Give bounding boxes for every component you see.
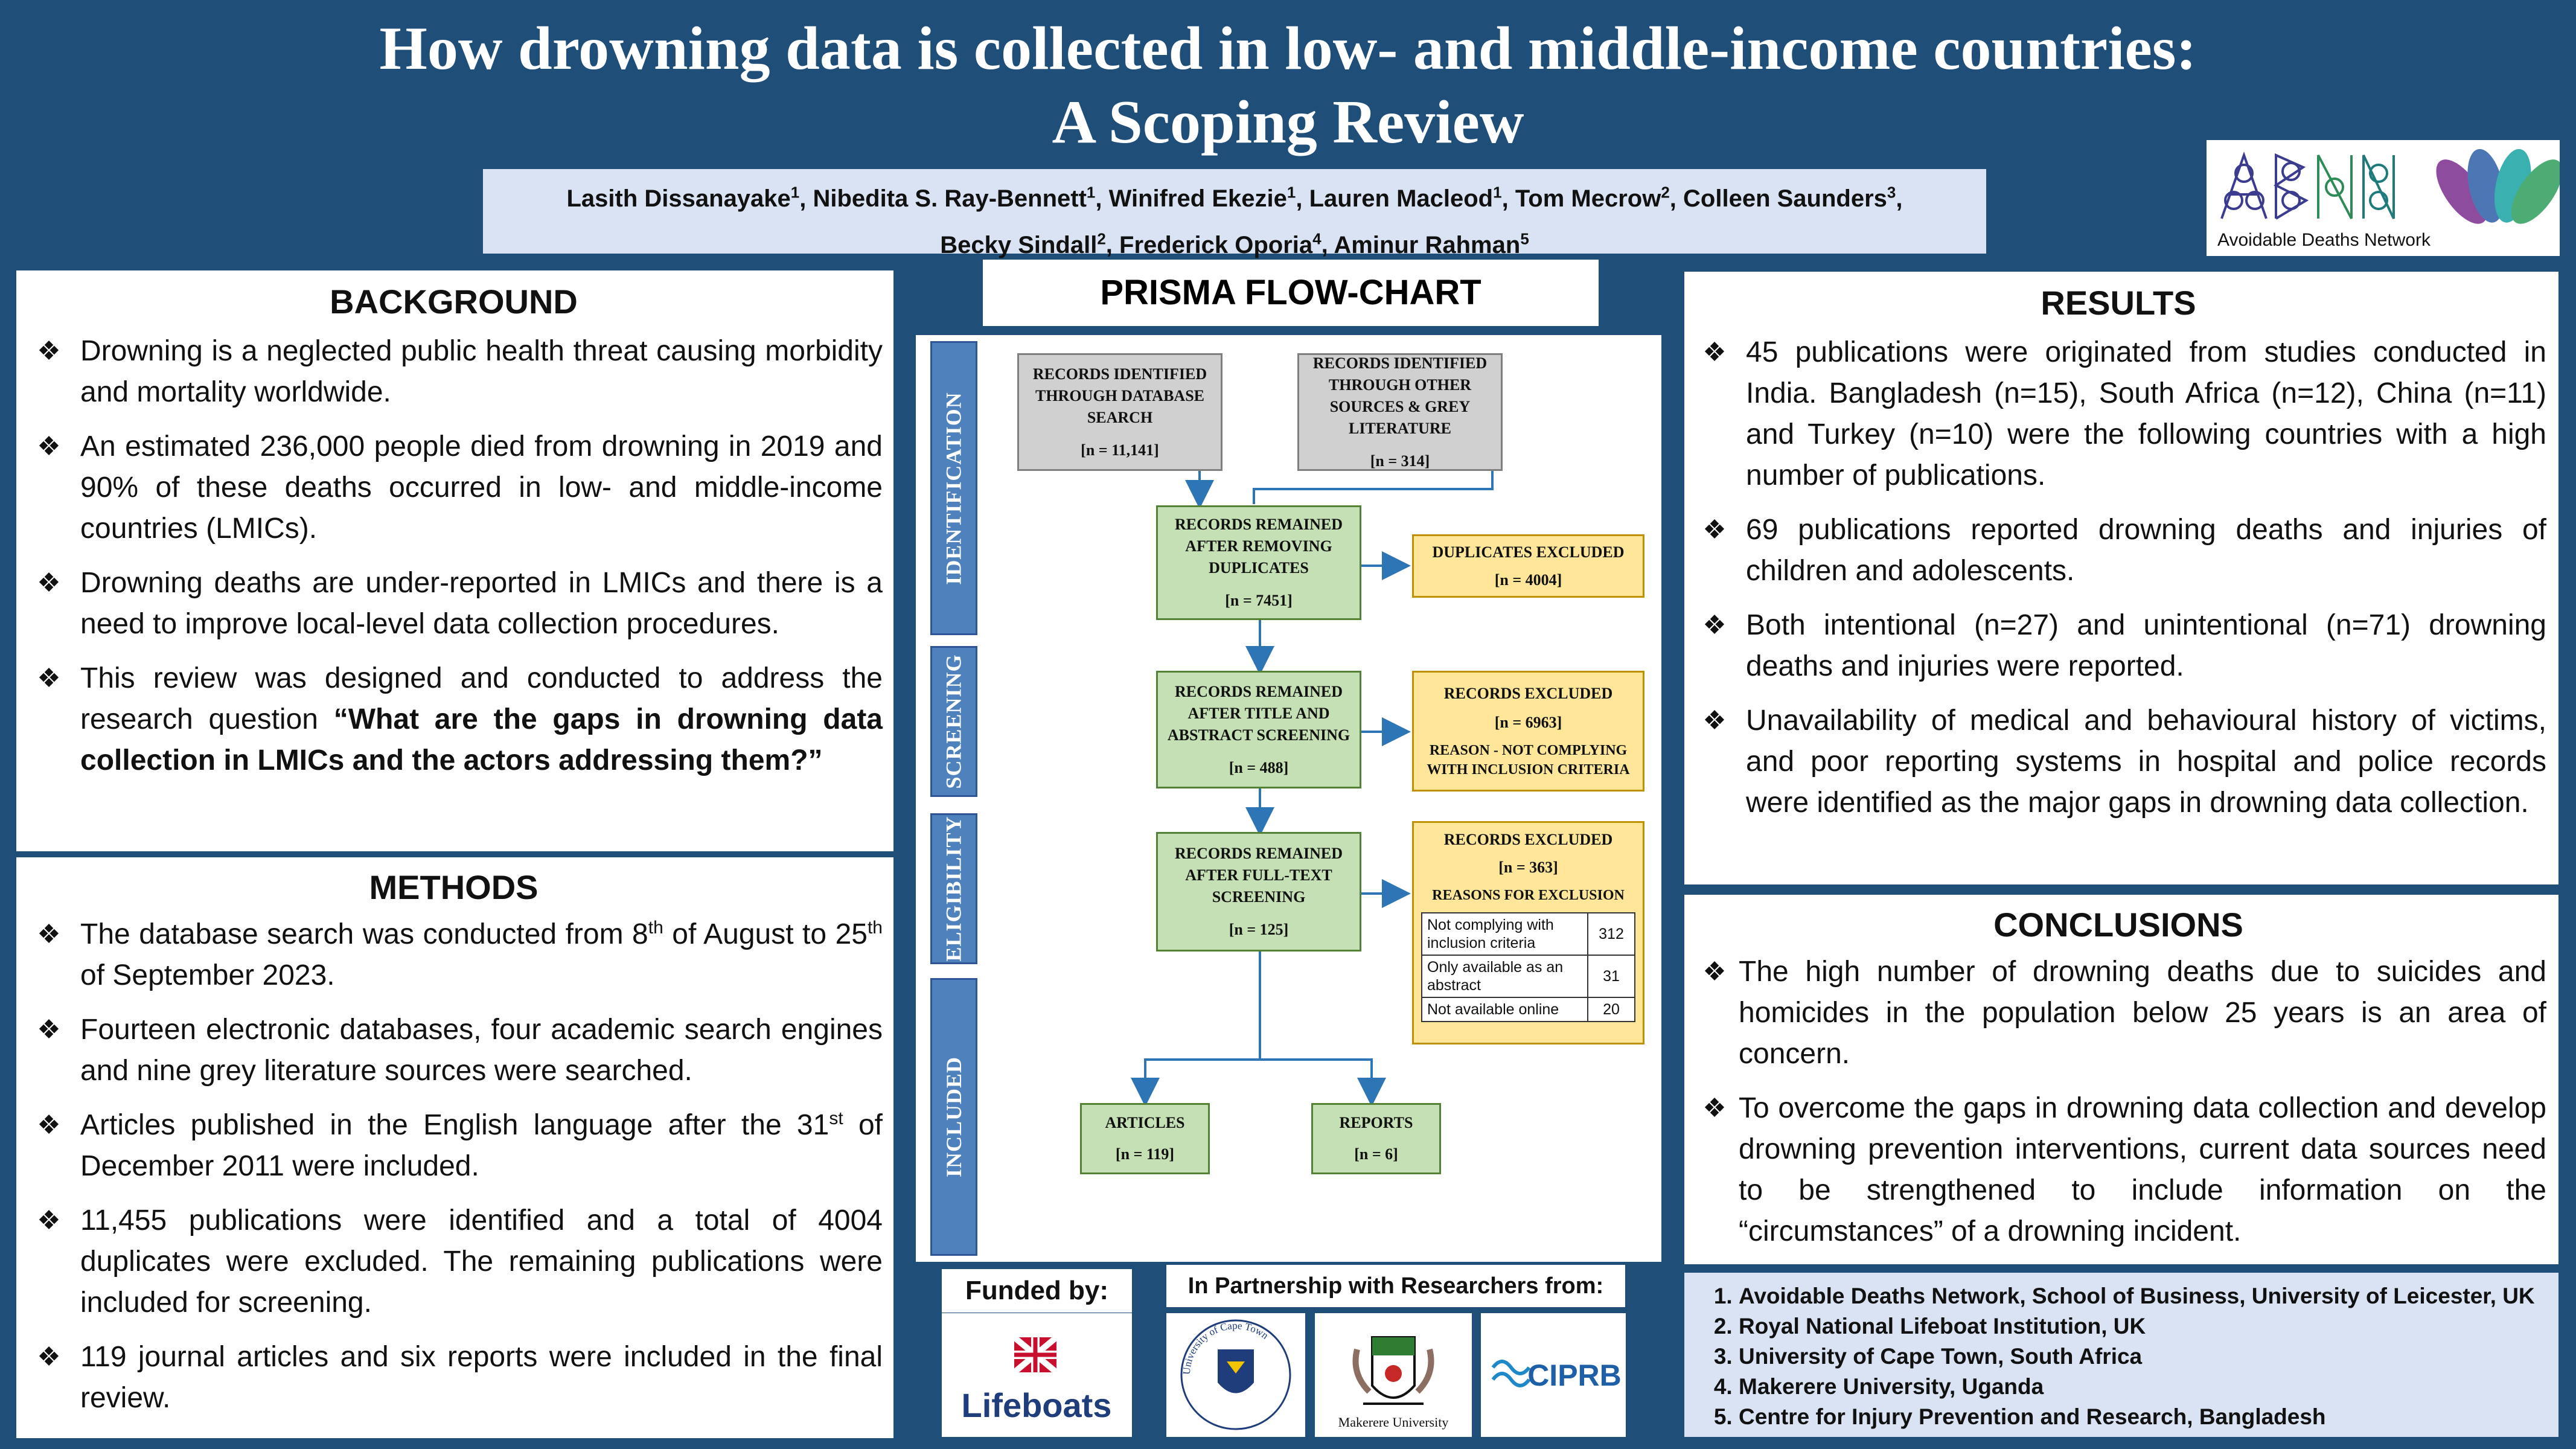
affiliation-item: 1. Avoidable Deaths Network, School of Business, University of Leicester, UK	[1739, 1281, 2558, 1311]
table-row: Only available as an abstract 31	[1422, 955, 1635, 997]
title-line-2: A Scoping Review	[1052, 88, 1524, 156]
flow-arrows	[916, 335, 1661, 1262]
results-item: ❖ 45 publications were originated from studies conducted in India. Bangladesh (n=15), South Africa (n=12), China (n=11) and Turkey (n=10) were the following countries with a high number of publications.	[1690, 332, 2546, 496]
ciprb-icon	[1481, 1313, 1626, 1437]
bullet-icon: ❖	[1702, 957, 1727, 987]
results-item: ❖ Unavailability of medical and behavioural history of victims, and poor reporting systems in hospital and police records were identified as the major gaps in drowning data collection.	[1690, 700, 2546, 824]
conclusions-panel	[1684, 895, 2558, 1264]
lifeboats-text: Lifeboats	[961, 1386, 1112, 1424]
box-records-excluded-screening: RECORDS EXCLUDED [n = 6963] REASON - NOT COMPLYING WITH INCLUSION CRITERIA	[1412, 671, 1644, 792]
box-after-fulltext: RECORDS REMAINED AFTER FULL-TEXT SCREENING [n = 125]	[1156, 832, 1361, 952]
bullet-icon: ❖	[37, 920, 61, 949]
conclusions-item: ❖ To overcome the gaps in drowning data collection and develop drowning prevention interventions, current data sources need to be strengthened to include information on the “circumstances” of a drowning incident.	[1690, 1088, 2546, 1252]
conclusions-item: ❖ The high number of drowning deaths due to suicides and homicides in the population below 25 years is an area of concern.	[1690, 952, 2546, 1075]
table-row: Not available online 20	[1422, 997, 1635, 1022]
methods-panel	[16, 857, 893, 1438]
author: Nibedita S. Ray-Bennett$^1$	[813, 184, 1096, 213]
title-line-1: How drowning data is collected in low- and middle-income countries:	[379, 14, 2197, 83]
methods-item: ❖ Fourteen electronic databases, four academic search engines and nine grey literature sources were searched.	[25, 1009, 883, 1092]
makerere-logo	[1315, 1313, 1472, 1437]
box-articles: ARTICLES [n = 119]	[1080, 1103, 1210, 1174]
adn-logo-icon	[2207, 140, 2560, 256]
conclusions-heading: CONCLUSIONS	[1993, 906, 2243, 944]
bullet-icon: ❖	[37, 336, 61, 366]
background-panel	[16, 270, 893, 851]
methods-heading: METHODS	[369, 868, 539, 906]
adn-logo-text: Avoidable Deaths Network	[2217, 230, 2431, 250]
stage-included: INCLUDED	[930, 978, 977, 1256]
box-database-search: RECORDS IDENTIFIED THROUGH DATABASE SEARCH [n = 11,141]	[1017, 353, 1222, 471]
affiliation-item: 4. Makerere University, Uganda	[1739, 1372, 2558, 1402]
author: Winifred Ekezie$^1$	[1108, 184, 1296, 213]
lifeboat-flag-icon	[942, 1313, 1132, 1437]
affiliation-item: 5. Centre for Injury Prevention and Research, Bangladesh	[1739, 1402, 2558, 1432]
bullet-icon: ❖	[37, 1206, 61, 1235]
makerere-text: Makerere University	[1338, 1415, 1449, 1430]
table-row: Not complying with inclusion criteria 312	[1422, 913, 1635, 955]
box-records-excluded-fulltext: RECORDS EXCLUDED [n = 363] REASONS FOR EXCLUSION Not complying with inclusion criteria 312 Only available as an abstract 31 Not available online 20	[1412, 821, 1644, 1044]
author: Colleen Saunders$^3$	[1683, 184, 1896, 213]
prisma-flowchart	[916, 335, 1661, 1262]
author: Becky Sindall$^2$	[940, 229, 1106, 258]
author: Aminur Rahman$^5$	[1334, 229, 1529, 258]
results-panel	[1684, 272, 2558, 884]
adn-logo	[2207, 140, 2560, 256]
box-after-title-abstract: RECORDS REMAINED AFTER TITLE AND ABSTRACT SCREENING [n = 488]	[1156, 671, 1361, 788]
bullet-icon: ❖	[37, 568, 61, 598]
background-item: ❖ An estimated 236,000 people died from drowning in 2019 and 90% of these deaths occurred in low- and middle-income countries (LMICs).	[25, 426, 883, 549]
methods-item: ❖ The database search was conducted from 8th of August to 25th of September 2023.	[25, 914, 883, 996]
methods-item: ❖ Articles published in the English language after the 31st of December 2011 were included.	[25, 1105, 883, 1187]
bullet-icon: ❖	[1702, 1093, 1727, 1123]
methods-item: ❖ 119 journal articles and six reports were included in the final review.	[25, 1337, 883, 1419]
affiliation-item: 2. Royal National Lifeboat Institution, UK	[1739, 1311, 2558, 1342]
uct-logo	[1166, 1313, 1305, 1437]
bullet-icon: ❖	[1702, 515, 1727, 545]
bullet-icon: ❖	[1702, 337, 1727, 367]
bullet-icon: ❖	[37, 1110, 61, 1140]
methods-item: ❖ 11,455 publications were identified and a total of 4004 duplicates were excluded. The remaining publications were included for screening.	[25, 1200, 883, 1323]
bullet-icon: ❖	[37, 1342, 61, 1372]
author: Tom Mecrow$^2$	[1515, 184, 1670, 213]
background-item: ❖ Drowning deaths are under-reported in LMICs and there is a need to improve local-level data collection procedures.	[25, 563, 883, 645]
background-item: ❖ Drowning is a neglected public health threat causing morbidity and mortality worldwide.	[25, 331, 883, 413]
rnli-logo	[942, 1313, 1132, 1437]
bullet-icon: ❖	[37, 664, 61, 693]
bullet-icon: ❖	[1702, 610, 1727, 640]
background-item: ❖ This review was designed and conducted to address the research question “What are the gaps in drowning data collection in LMICs and the actors addressing them?”	[25, 658, 883, 781]
partnership-label: In Partnership with Researchers from:	[1166, 1265, 1625, 1307]
results-item: ❖ 69 publications reported drowning deaths and injuries of children and adolescents.	[1690, 510, 2546, 592]
author: Lauren Macleod$^1$	[1309, 184, 1502, 213]
results-item: ❖ Both intentional (n=27) and unintentional (n=71) drowning deaths and injuries were reported.	[1690, 605, 2546, 687]
bullet-icon: ❖	[37, 432, 61, 461]
affiliations-box	[1684, 1273, 2558, 1437]
ciprb-text: CIPRB	[1527, 1358, 1622, 1392]
box-duplicates-excluded: DUPLICATES EXCLUDED [n = 4004]	[1412, 534, 1644, 598]
stage-screening: SCREENING	[930, 646, 977, 797]
ciprb-logo	[1481, 1313, 1626, 1437]
box-reports: REPORTS [n = 6]	[1311, 1103, 1441, 1174]
affiliation-item: 3. University of Cape Town, South Africa	[1739, 1342, 2558, 1372]
prisma-title: PRISMA FLOW-CHART	[983, 260, 1599, 326]
poster-title	[0, 12, 2576, 159]
exclusion-reasons-table	[1421, 912, 1635, 1022]
box-after-duplicates: RECORDS REMAINED AFTER REMOVING DUPLICATES [n = 7451]	[1156, 505, 1361, 620]
bullet-icon: ❖	[1702, 706, 1727, 735]
funded-by-label: Funded by:	[942, 1269, 1132, 1313]
stage-identification: IDENTIFICATION	[930, 341, 977, 635]
bullet-icon: ❖	[37, 1015, 61, 1044]
results-heading: RESULTS	[2041, 284, 2196, 322]
stage-eligibility: ELIGIBILITY	[930, 813, 977, 964]
uct-ring-text: University of Cape Town	[1180, 1319, 1271, 1375]
background-heading: BACKGROUND	[330, 283, 578, 321]
uct-crest-icon	[1166, 1313, 1305, 1437]
box-other-sources: RECORDS IDENTIFIED THROUGH OTHER SOURCES & GREY LITERATURE [n = 314]	[1297, 353, 1503, 471]
makerere-crest-icon	[1315, 1313, 1472, 1437]
authors-box: Lasith Dissanayake$^1$, Nibedita S. Ray-Bennett$^1$, Winifred Ekezie$^1$, Lauren Macleod$^1$, Tom Mecrow$^2$, Colleen Saunders$^3$, Becky Sindall$^2$, Frederick Oporia$^4$, Aminur Rahman$^5$	[483, 169, 1986, 254]
author: Frederick Oporia$^4$	[1119, 229, 1322, 258]
author: Lasith Dissanayake$^1$	[566, 184, 800, 213]
